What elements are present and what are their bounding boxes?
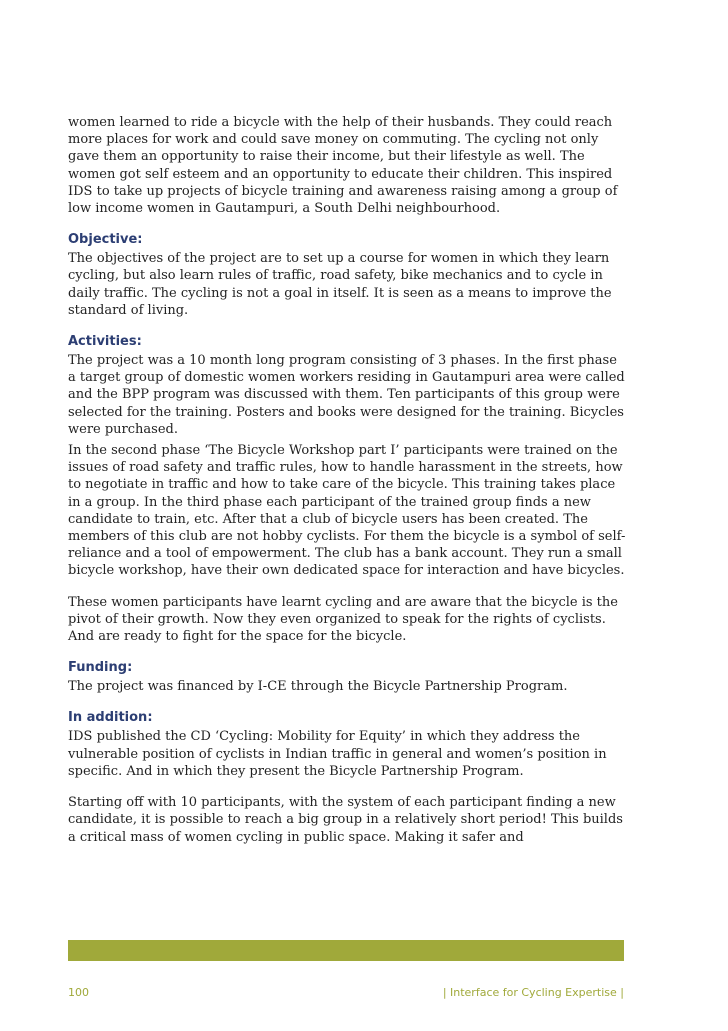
addition-heading: In addition: [68, 710, 153, 726]
funding-heading: Funding: [68, 660, 133, 676]
addition-paragraph-2: Starting off with 10 participants, with the system of each participant finding a new candidate, it is possible to reach a big group in a relatively short period! This builds a critical mass of women cycling in public space. Making it safer and [68, 795, 623, 845]
activities-paragraph-3: These women participants have learnt cycling and are aware that the bicycle is the pivot of their growth. Now they even organized to speak for the rights of cyclists. And are ready to fight for the space for the bicycle. [68, 594, 618, 645]
activities-paragraph-1: The project was a 10 month long program consisting of 3 phases. In the first phase a target group of domestic women workers residing in Gautampuri area were called and the BPP program was discussed with them. Ten participants of this group were selected for the training. Posters and books were designed for the training. Bicycles were purchased. [68, 353, 625, 437]
objective-heading: Objective: [68, 232, 143, 248]
activities-heading: Activities: [68, 334, 142, 350]
objective-paragraph: The objectives of the project are to set up a course for women in which they learn cycling, but also learn rules of traffic, road safety, bike mechanics and to cycle in daily traffic. The cycling is not a goal in itself. It is seen as a means to improve the standard of living. [68, 251, 612, 318]
footer-title: | Interface for Cycling Expertise | [442, 986, 624, 999]
footer-bar [68, 940, 624, 961]
funding-paragraph: The project was financed by I-CE through the Bicycle Partnership Program. [68, 679, 568, 695]
intro-paragraph: women learned to ride a bicycle with the help of their husbands. They could reach more places for work and could save money on commuting. The cycling not only gave them an opportunity to raise their income, but their lifestyle as well. The women got self esteem and an opportunity to educate their children. This inspired IDS to take up projects of bicycle training and awareness raising among a group of low income women in Gautampuri, a South Delhi neighbourhood. [68, 115, 618, 217]
body-text [68, 114, 628, 846]
page-number: 100 [68, 986, 89, 999]
addition-paragraph-1: IDS published the CD ‘Cycling: Mobility for Equity’ in which they address the vulnerable position of cyclists in Indian traffic in general and women’s position in specific. And in which they present the Bicycle Partnership Program. [68, 729, 607, 779]
activities-paragraph-2: In the second phase ‘The Bicycle Workshop part I’ participants were trained on the issues of road safety and traffic rules, how to handle harassment in the streets, how to negotiate in traffic and how to take care of the bicycle. This training takes place in a group. In the third phase each participant of the trained group finds a new candidate to train, etc. After that a club of bicycle users has been created. The members of this club are not hobby cyclists. For them the bicycle is a symbol of self-reliance and a tool of empowerment. The club has a bank account. They run a small bicycle workshop, have their own dedicated space for interaction and have bicycles. [68, 443, 626, 579]
